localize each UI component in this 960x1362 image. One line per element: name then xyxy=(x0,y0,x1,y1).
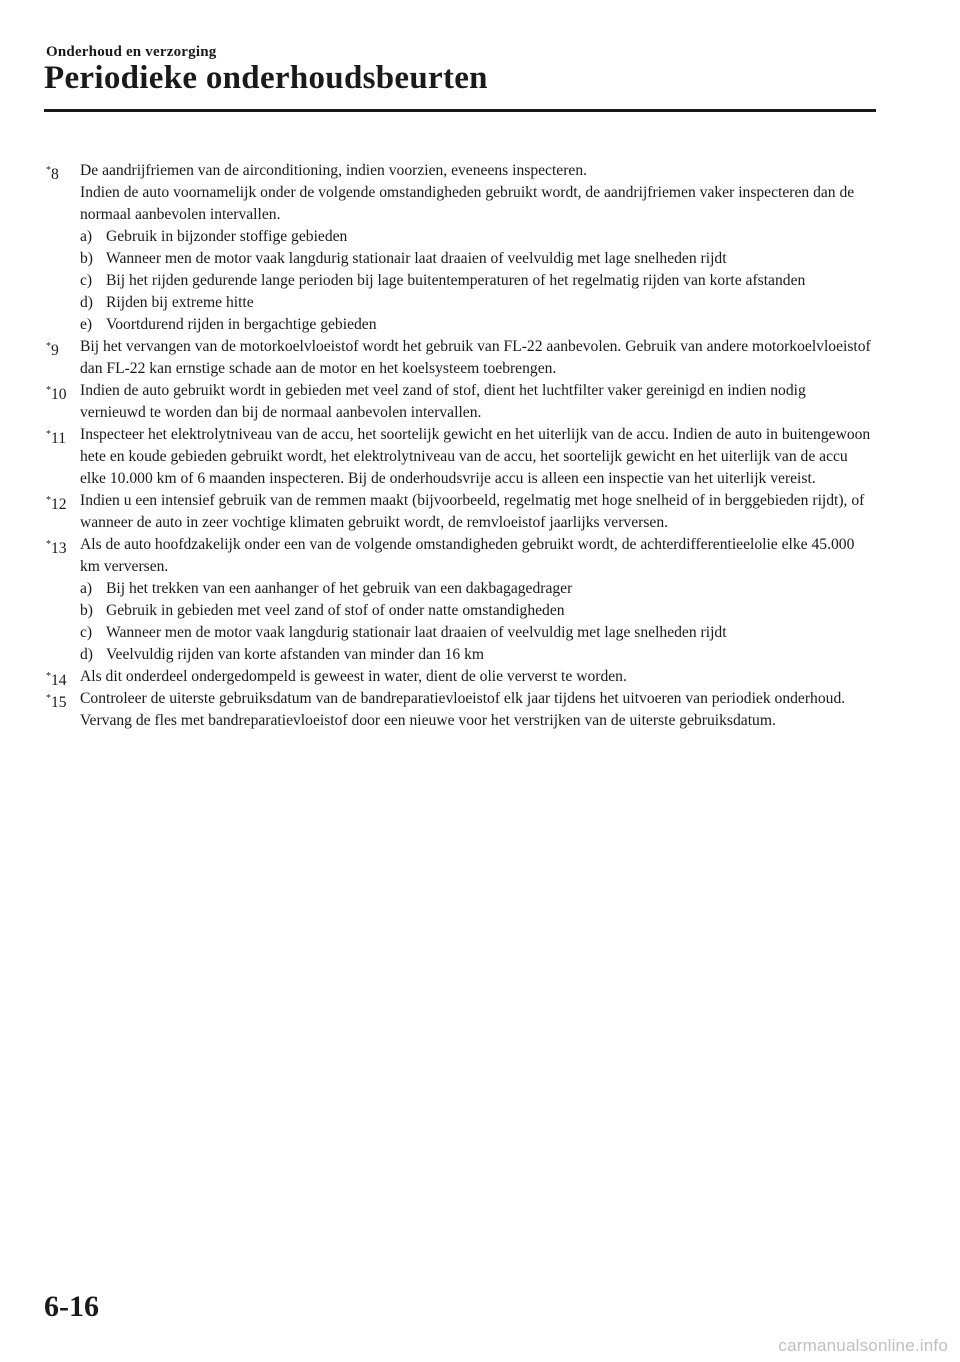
notes-list xyxy=(46,160,872,732)
asterisk-mark: * xyxy=(46,385,51,396)
list-item-text: Bij het rijden gedurende lange perioden bij lage buitentemperaturen of het regelmatig rijden van korte afstanden xyxy=(106,272,806,289)
list-item-text: Voortdurend rijden in bergachtige gebieden xyxy=(106,316,377,333)
footnote-marker xyxy=(46,490,67,516)
list-item-text: Gebruik in gebieden met veel zand of stof of onder natte omstandigheden xyxy=(106,602,565,619)
footnote-9 xyxy=(46,336,872,380)
footnote-marker xyxy=(46,336,59,362)
footnote-text: De aandrijfriemen van de airconditioning, indien voorzien, eveneens inspecteren. xyxy=(80,162,588,179)
list-item xyxy=(80,248,872,270)
footnote-15 xyxy=(46,688,872,732)
footnote-number: 12 xyxy=(51,496,67,513)
asterisk-mark: * xyxy=(46,341,51,352)
asterisk-mark: * xyxy=(46,495,51,506)
list-item-letter: b) xyxy=(80,250,93,267)
footnote-marker xyxy=(46,160,59,186)
asterisk-mark: * xyxy=(46,429,51,440)
footnote-number: 10 xyxy=(51,386,67,403)
list-item-letter: b) xyxy=(80,602,93,619)
footnote-text: Controleer de uiterste gebruiksdatum van de bandreparatievloeistof elk jaar tijdens het uitvoeren van periodiek onderhoud. Vervang de fles met bandreparatievloeistof door een nieuwe voor het verstrijken van de uiterste gebruiksdatum. xyxy=(80,690,846,729)
footnote-number: 11 xyxy=(51,430,67,447)
footnote-marker xyxy=(46,534,67,560)
footnote-13 xyxy=(46,534,872,666)
footnote-text: Indien u een intensief gebruik van de remmen maakt (bijvoorbeeld, regelmatig met hoge snelheid of in berggebieden rijdt), of wanneer de auto in zeer vochtige klimaten gebruikt wordt, de remvloeistof jaarlijks verversen. xyxy=(80,492,865,531)
list-item-letter: d) xyxy=(80,294,93,311)
list-item xyxy=(80,314,872,336)
list-item-text: Wanneer men de motor vaak langdurig stationair laat draaien of veelvuldig met lage snelheden rijdt xyxy=(106,624,727,641)
section-label: Onderhoud en verzorging xyxy=(46,44,217,60)
footnote-11 xyxy=(46,424,872,490)
list-item-letter: a) xyxy=(80,228,93,245)
list-item xyxy=(80,622,872,644)
footnote-number: 8 xyxy=(51,166,59,183)
list-item-text: Wanneer men de motor vaak langdurig stationair laat draaien of veelvuldig met lage snelheden rijdt xyxy=(106,250,727,267)
list-item-text: Veelvuldig rijden van korte afstanden van minder dan 16 km xyxy=(106,646,485,663)
asterisk-mark: * xyxy=(46,693,51,704)
footnote-8 xyxy=(46,160,872,336)
asterisk-mark: * xyxy=(46,165,51,176)
list-item-letter: a) xyxy=(80,580,93,597)
page-number: 6-16 xyxy=(44,1290,99,1323)
footnote-text: Als de auto hoofdzakelijk onder een van de volgende omstandigheden gebruikt wordt, de achterdifferentieelolie elke 45.000 km verversen. xyxy=(80,536,855,575)
list-item-text: Gebruik in bijzonder stoffige gebieden xyxy=(106,228,348,245)
list-item-letter: c) xyxy=(80,272,93,289)
footnote-marker xyxy=(46,688,67,714)
list-item xyxy=(80,226,872,248)
asterisk-mark: * xyxy=(46,671,51,682)
footnote-10 xyxy=(46,380,872,424)
footnote-text: Inspecteer het elektrolytniveau van de accu, het soortelijk gewicht en het uiterlijk van de accu. Indien de auto in buitengewoon hete en koude gebieden gebruikt wordt, het elektrolytniveau van de accu, het soortelijk gewicht en het uiterlijk van de accu elke 10.000 km of 6 maanden inspecteren. Bij de onderhoudsvrije accu is alleen een inspectie van het uiterlijk vereist. xyxy=(80,426,871,487)
footnote-14 xyxy=(46,666,872,688)
watermark-link[interactable]: carmanualsonline.info xyxy=(778,1336,948,1355)
footnote-text: Indien de auto gebruikt wordt in gebieden met veel zand of stof, dient het luchtfilter vaker gereinigd en indien nodig vernieuwd te worden dan bij de normaal aanbevolen intervallen. xyxy=(80,382,806,421)
asterisk-mark: * xyxy=(46,539,51,550)
list-item xyxy=(80,644,872,666)
footnote-number: 9 xyxy=(51,342,59,359)
page-title: Periodieke onderhoudsbeurten xyxy=(44,60,488,96)
list-item-text: Rijden bij extreme hitte xyxy=(106,294,254,311)
list-item xyxy=(80,578,872,600)
list-item xyxy=(80,270,872,292)
footnote-number: 13 xyxy=(51,540,67,557)
footnote-number: 14 xyxy=(51,672,67,689)
footnote-text: Als dit onderdeel ondergedompeld is geweest in water, dient de olie ververst te worden. xyxy=(80,668,627,685)
list-item-text: Bij het trekken van een aanhanger of het gebruik van een dakbagagedrager xyxy=(106,580,573,597)
list-item xyxy=(80,292,872,314)
footnote-number: 15 xyxy=(51,694,67,711)
footnote-text: Indien de auto voornamelijk onder de volgende omstandigheden gebruikt wordt, de aandrijfriemen vaker inspecteren dan de normaal aanbevolen intervallen. xyxy=(80,184,855,223)
footnote-text: Bij het vervangen van de motorkoelvloeistof wordt het gebruik van FL-22 aanbevolen. Gebruik van andere motorkoelvloeistof dan FL-22 kan ernstige schade aan de motor en het koelsysteem toebrengen. xyxy=(80,338,871,377)
title-rule xyxy=(44,109,876,112)
list-item xyxy=(80,600,872,622)
footnote-marker xyxy=(46,380,67,406)
list-item-letter: c) xyxy=(80,624,93,641)
footnote-12 xyxy=(46,490,872,534)
list-item-letter: d) xyxy=(80,646,93,663)
list-item-letter: e) xyxy=(80,316,93,333)
footnote-marker xyxy=(46,424,66,450)
